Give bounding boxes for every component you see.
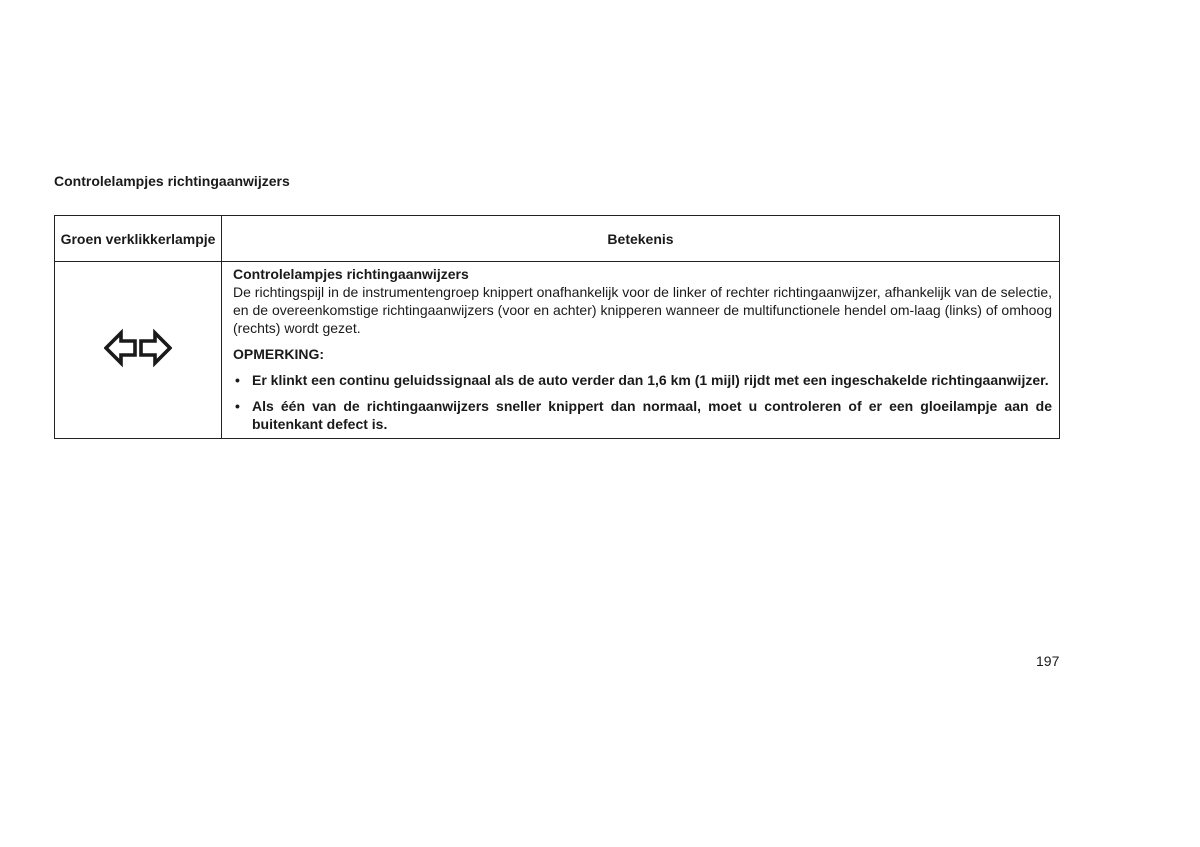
- entry-title: Controlelampjes richtingaanwijzers: [233, 266, 469, 282]
- note-label: OPMERKING:: [233, 346, 324, 362]
- meaning-cell: [222, 262, 1060, 439]
- table-header-row: [55, 216, 1060, 262]
- note-text: Als één van de richtingaanwijzers sneller knippert dan normaal, moet u controleren of er een gloeilampje aan de buitenkant defect is.: [252, 398, 1052, 432]
- notes-list: [233, 371, 1052, 433]
- header-indicator: Groen verklikkerlampje: [55, 216, 222, 262]
- icon-cell: [55, 262, 222, 439]
- turn-signal-arrows-icon: [104, 327, 172, 369]
- note-text: Er klinkt een continu geluidssignaal als de auto verder dan 1,6 km (1 mijl) rijdt met een ingeschakelde richtingaanwijzer.: [252, 372, 1049, 388]
- indicator-table: [54, 215, 1060, 439]
- bullet-icon: •: [235, 398, 240, 414]
- section-title: Controlelampjes richtingaanwijzers: [54, 173, 290, 189]
- list-item: [233, 397, 1052, 433]
- page-number: 197: [1036, 653, 1060, 669]
- bullet-icon: •: [235, 372, 240, 388]
- list-item: [233, 371, 1052, 389]
- table-row: [55, 262, 1060, 439]
- entry-description: De richtingspijl in de instrumentengroep knippert onafhankelijk voor de linker of rechter richtingaanwijzer, afhankelijk van de selectie, en de overeenkomstige richtingaanwijzers (voor en achter) knipperen wanneer de multifunctionele hendel om-laag (links) of omhoog (rechts) wordt gezet.: [233, 284, 1052, 336]
- header-meaning: Betekenis: [222, 216, 1060, 262]
